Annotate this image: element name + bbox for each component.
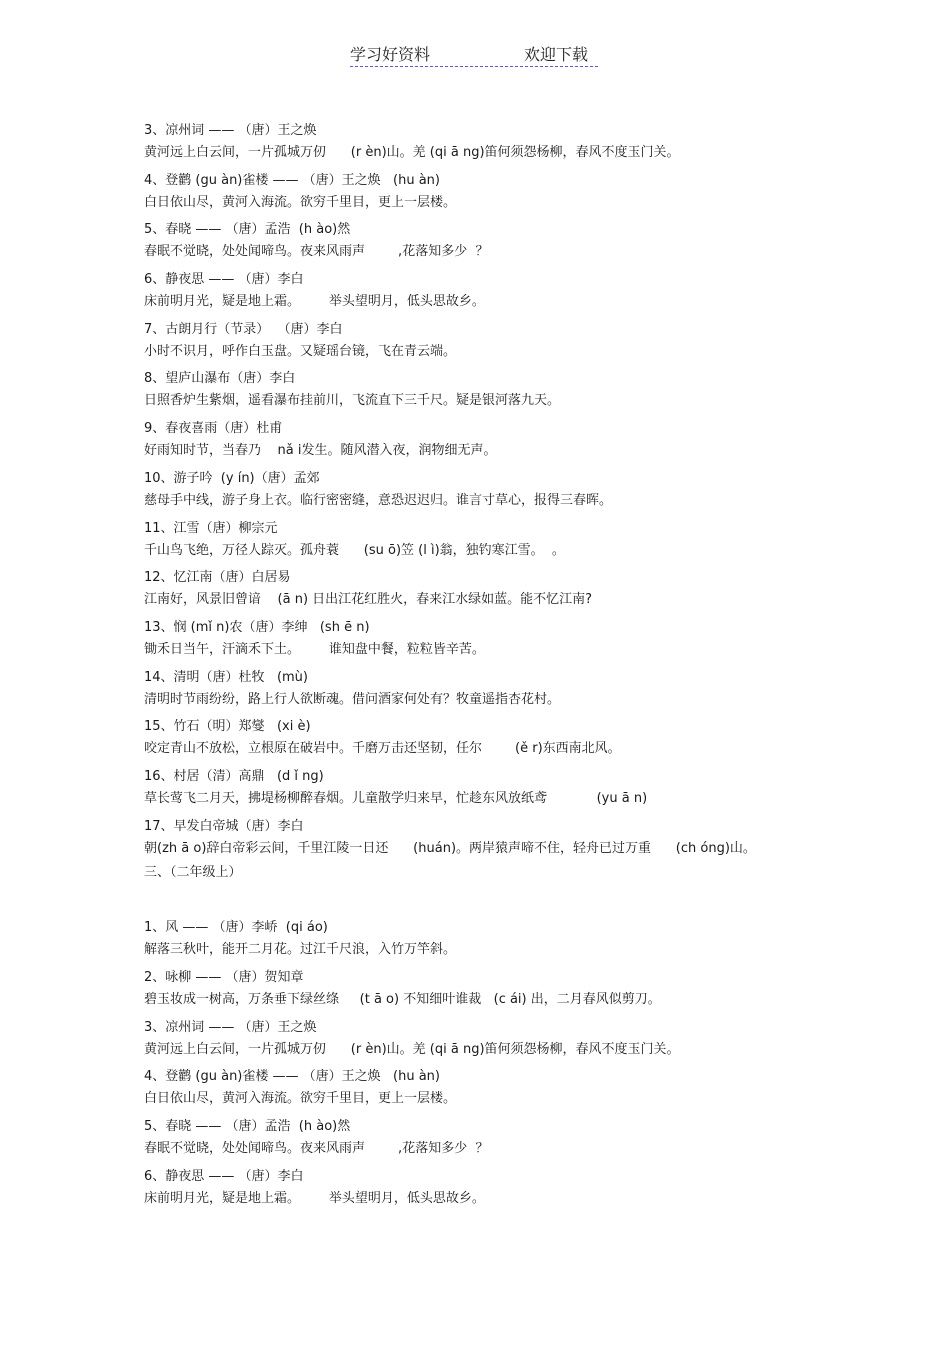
poem-title: 12、忆江南（唐）白居易 (144, 570, 291, 586)
poem-title: 17、早发白帝城（唐）李白 (144, 818, 304, 834)
poem-title: 4、登鹳 (gu àn)雀楼 —— （唐）王之焕 (hu àn) (144, 172, 440, 188)
poem-entry (144, 667, 924, 717)
poem-text: 解落三秋叶，能开二月花。过江千尺浪，入竹万竿斜。 (144, 942, 457, 958)
poem-entry (144, 1166, 924, 1216)
poem-entry (144, 716, 924, 766)
poem-entry (144, 269, 924, 319)
poem-list-1 (144, 120, 924, 865)
poem-text: 白日依山尽，黄河入海流。欲穷千里目，更上一层楼。 (144, 194, 457, 210)
poem-title: 6、静夜思 —— （唐）李白 (144, 1168, 304, 1184)
poem-entry (144, 1066, 924, 1116)
poem-title: 6、静夜思 —— （唐）李白 (144, 272, 304, 288)
poem-text: 咬定青山不放松，立根原在破岩中。千磨万击还坚韧，任尔 (ě r)东西南北风。 (144, 741, 621, 757)
poem-entry (144, 967, 924, 1017)
poem-entry (144, 368, 924, 418)
poem-entry (144, 816, 924, 866)
poem-title: 3、凉州词 —— （唐）王之焕 (144, 1019, 317, 1035)
poem-entry (144, 1017, 924, 1067)
poem-title: 5、春晓 —— （唐）孟浩 (h ào)然 (144, 222, 351, 238)
poem-title: 1、风 —— （唐）李峤 (qi áo) (144, 920, 328, 936)
poem-entry (144, 518, 924, 568)
poem-title: 4、登鹳 (gu àn)雀楼 —— （唐）王之焕 (hu àn) (144, 1069, 440, 1085)
poem-text: 白日依山尽，黄河入海流。欲穷千里目，更上一层楼。 (144, 1091, 457, 1107)
poem-entry (144, 219, 924, 269)
poem-entry (144, 1116, 924, 1166)
poem-text: 床前明月光，疑是地上霜。 举头望明月，低头思故乡。 (144, 1190, 485, 1206)
poem-entry (144, 617, 924, 667)
poem-text: 春眠不觉晓，处处闻啼鸟。夜来风雨声 ,花落知多少 ？ (144, 1141, 489, 1157)
section-heading-text: 三、（二年级上） (144, 865, 242, 881)
poem-title: 7、古朗月行（节录） （唐）李白 (144, 321, 343, 337)
poem-title: 16、村居（清）高鼎 (d ǐ ng) (144, 768, 324, 784)
poem-entry (144, 468, 924, 518)
poem-entry (144, 766, 924, 816)
section-heading-grade2 (144, 865, 924, 917)
poem-title: 13、悯 (mǐ n)农（唐）李绅 (sh ē n) (144, 619, 370, 635)
poem-title: 2、咏柳 —— （唐）贺知章 (144, 970, 304, 985)
poem-entry (144, 319, 924, 369)
poem-list-2 (144, 917, 924, 1215)
poem-text: 日照香炉生紫烟，遥看瀑布挂前川，飞流直下三千尺。疑是银河落九天。 (144, 393, 561, 409)
poem-text: 江南好，风景旧曾谙 (ā n) 日出江花红胜火，春来江水绿如蓝。能不忆江南? (144, 592, 593, 608)
poem-text: 锄禾日当午，汗滴禾下土。 谁知盘中餐，粒粒皆辛苦。 (144, 641, 485, 657)
poem-text: 好雨知时节，当春乃 nǎ i发生。随风潜入夜，润物细无声。 (144, 443, 497, 459)
poem-title: 9、春夜喜雨（唐）杜甫 (144, 421, 283, 437)
page-header (350, 40, 598, 67)
poem-title: 5、春晓 —— （唐）孟浩 (h ào)然 (144, 1119, 351, 1135)
poem-title: 15、竹石（明）郑燮 (xi è) (144, 719, 311, 735)
poem-entry (144, 418, 924, 468)
poem-title: 10、游子吟 (y ín)（唐）孟郊 (144, 470, 320, 486)
poem-text: 朝(zh ā o)辞白帝彩云间，千里江陵一日还 (huán)。两岸猿声啼不住，轻舟已过万重 (ch óng)山。 (144, 840, 756, 856)
document-body (144, 120, 924, 1215)
poem-entry (144, 170, 924, 220)
poem-text: 黄河远上白云间，一片孤城万仞 (r èn)山。羌 (qi ā ng)笛何须怨杨柳，春风不度玉门关。 (144, 145, 680, 160)
poem-text: 慈母手中线，游子身上衣。临行密密缝，意恐迟迟归。谁言寸草心，报得三春晖。 (144, 492, 613, 508)
poem-text: 碧玉妆成一树高，万条垂下绿丝绦 (t ā o) 不知细叶谁裁 (c ái) 出，二月春风似剪刀。 (144, 992, 661, 1007)
poem-title: 11、江雪（唐）柳宗元 (144, 520, 278, 536)
poem-title: 3、凉州词 —— （唐）王之焕 (144, 123, 317, 138)
poem-entry (144, 120, 924, 170)
poem-text: 清明时节雨纷纷，路上行人欲断魂。借问酒家何处有？牧童遥指杏花村。 (144, 691, 561, 707)
poem-text: 床前明月光，疑是地上霜。 举头望明月，低头思故乡。 (144, 294, 485, 310)
poem-text: 小时不识月，呼作白玉盘。又疑瑶台镜，飞在青云端。 (144, 343, 457, 359)
poem-entry (144, 567, 924, 617)
header-left-text: 学习好资料 (350, 45, 431, 64)
poem-text: 千山鸟飞绝，万径人踪灭。孤舟蓑 (su ō)笠 (l ì)翁，独钓寒江雪。 。 (144, 542, 565, 558)
poem-text: 草长莺飞二月天，拂堤杨柳醉春烟。儿童散学归来早，忙趁东风放纸鸢 (yu ā n) (144, 790, 648, 806)
header-right-text: 欢迎下载 (524, 45, 589, 64)
poem-text: 黄河远上白云间，一片孤城万仞 (r èn)山。羌 (qi ā ng)笛何须怨杨柳，春风不度玉门关。 (144, 1041, 680, 1057)
poem-title: 14、清明（唐）杜牧 (mù) (144, 669, 308, 685)
poem-title: 8、望庐山瀑布（唐）李白 (144, 371, 296, 387)
poem-text: 春眠不觉晓，处处闻啼鸟。夜来风雨声 ,花落知多少 ？ (144, 244, 489, 260)
poem-entry (144, 917, 924, 967)
